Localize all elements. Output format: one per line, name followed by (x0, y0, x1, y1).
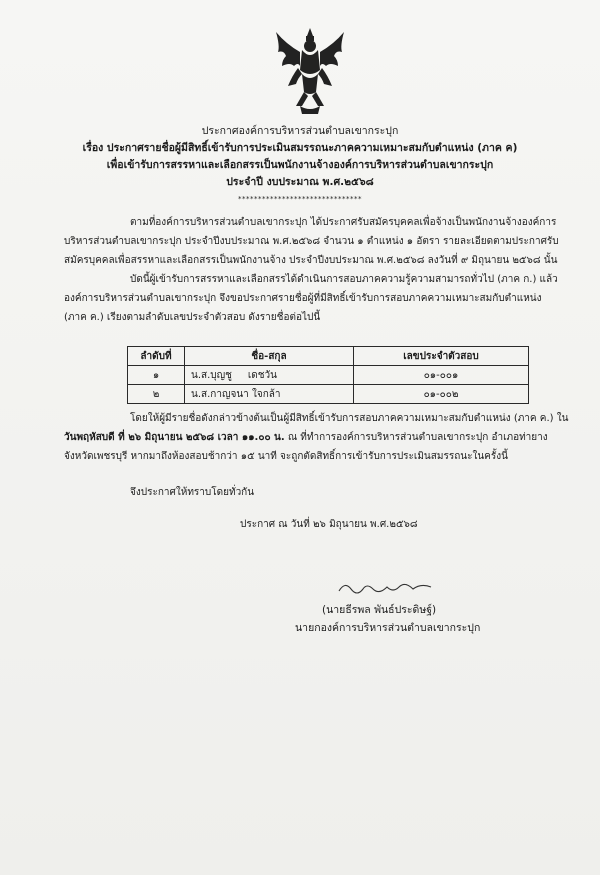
announcement-subject-line2: เพื่อเข้ารับการสรรหาและเลือกสรรเป็นพนักงานจ้างองค์การบริหารส่วนตำบลเขากระปุก (106, 159, 494, 171)
table-row (128, 385, 529, 404)
announcement-year: ประจำปี งบประมาณ พ.ศ.๒๕๖๘ (226, 176, 374, 188)
after-line-2 (64, 429, 548, 446)
paragraph-1-line-2: บริหารส่วนตำบลเขากระปุก ประจำปีงบประมาณ พ.ศ.๒๕๖๘ จำนวน ๑ ตำแหน่ง ๑ อัตรา รายละเอียดตามประกาศรับ (64, 236, 559, 247)
star-divider: ******************************* (238, 195, 362, 203)
signer-position: นายกองค์การบริหารส่วนตำบลเขากระปุก (295, 622, 481, 634)
candidate-table (127, 346, 529, 404)
paragraph-1-line-1: ตามที่องค์การบริหารส่วนตำบลเขากระปุก ได้ประกาศรับสมัครบุคคลเพื่อจ้างเป็นพนักงานจ้างองค์การ (130, 217, 557, 228)
paragraph-1-line-3: สมัครบุคคลเพื่อสรรหาและเลือกสรรเป็นพนักงานจ้าง ประจำปีงบประมาณ พ.ศ.๒๕๖๘ ลงวันที่ ๙ มิถุนายน ๒๕๖๘ นั้น (64, 255, 558, 266)
exam-location: ณ ที่ทำการองค์การบริหารส่วนตำบลเขากระปุก อำเภอท่ายาง (284, 432, 548, 443)
announcement-subject: เรื่อง ประกาศรายชื่อผู้มีสิทธิ์เข้ารับการประเมินสมรรถนะภาคความเหมาะสมกับตำแหน่ง (ภาค ค) (82, 142, 518, 154)
cell-order: ๑ (128, 366, 185, 385)
col-header-order: ลำดับที่ (128, 347, 185, 366)
announce-date: ประกาศ ณ วันที่ ๒๖ มิถุนายน พ.ศ.๒๕๖๘ (240, 519, 418, 530)
cell-order: ๒ (128, 385, 185, 404)
col-header-name: ชื่อ-สกุล (185, 347, 354, 366)
closing-notice: จึงประกาศให้ทราบโดยทั่วกัน (130, 487, 255, 498)
cell-name: น.ส.กาญจนา ใจกล้า (185, 385, 354, 404)
exam-datetime: วันพฤหัสบดี ที่ ๒๖ มิถุนายน ๒๕๖๘ เวลา ๑๑.๐๐ น. (64, 432, 285, 443)
cell-exam-id: ๐๑-๐๐๒ (354, 385, 529, 404)
cell-exam-id: ๐๑-๐๐๑ (354, 366, 529, 385)
paragraph-2-line-2: องค์การบริหารส่วนตำบลเขากระปุก จึงขอประกาศรายชื่อผู้ที่มีสิทธิ์เข้ารับการสอบภาคความเหมาะสมกับตำแหน่ง (64, 293, 542, 304)
signer-name: (นายธีรพล พันธ์ประดิษฐ์) (322, 604, 437, 616)
paragraph-2-line-3: (ภาค ค.) เรียงตามลำดับเลขประจำตัวสอบ ดังรายชื่อต่อไปนี้ (64, 312, 321, 323)
after-line-3: จังหวัดเพชรบุรี หากมาถึงห้องสอบช้ากว่า ๑๕ นาที จะถูกตัดสิทธิ์การเข้ารับการประเมินสมรรถนะในครั้งนี้ (64, 451, 508, 462)
table-row (128, 366, 529, 385)
cell-name: น.ส.บุญชู เดชวัน (185, 366, 354, 385)
after-line-1: โดยให้ผู้มีรายชื่อดังกล่าวข้างต้นเป็นผู้มีสิทธิ์เข้ารับการสอบภาคความเหมาะสมกับตำแหน่ง (ภาค ค.) ใน (130, 413, 569, 424)
table-header-row (128, 347, 529, 366)
garuda-emblem (272, 26, 348, 118)
col-header-exam-id: เลขประจำตัวสอบ (354, 347, 529, 366)
announcement-org: ประกาศองค์การบริหารส่วนตำบลเขากระปุก (201, 125, 399, 137)
paragraph-2-line-1: บัดนี้ผู้เข้ารับการสรรหาและเลือกสรรได้ดำเนินการสอบภาคความรู้ความสามารถทั่วไป (ภาค ก.) แล้ว (130, 274, 558, 285)
